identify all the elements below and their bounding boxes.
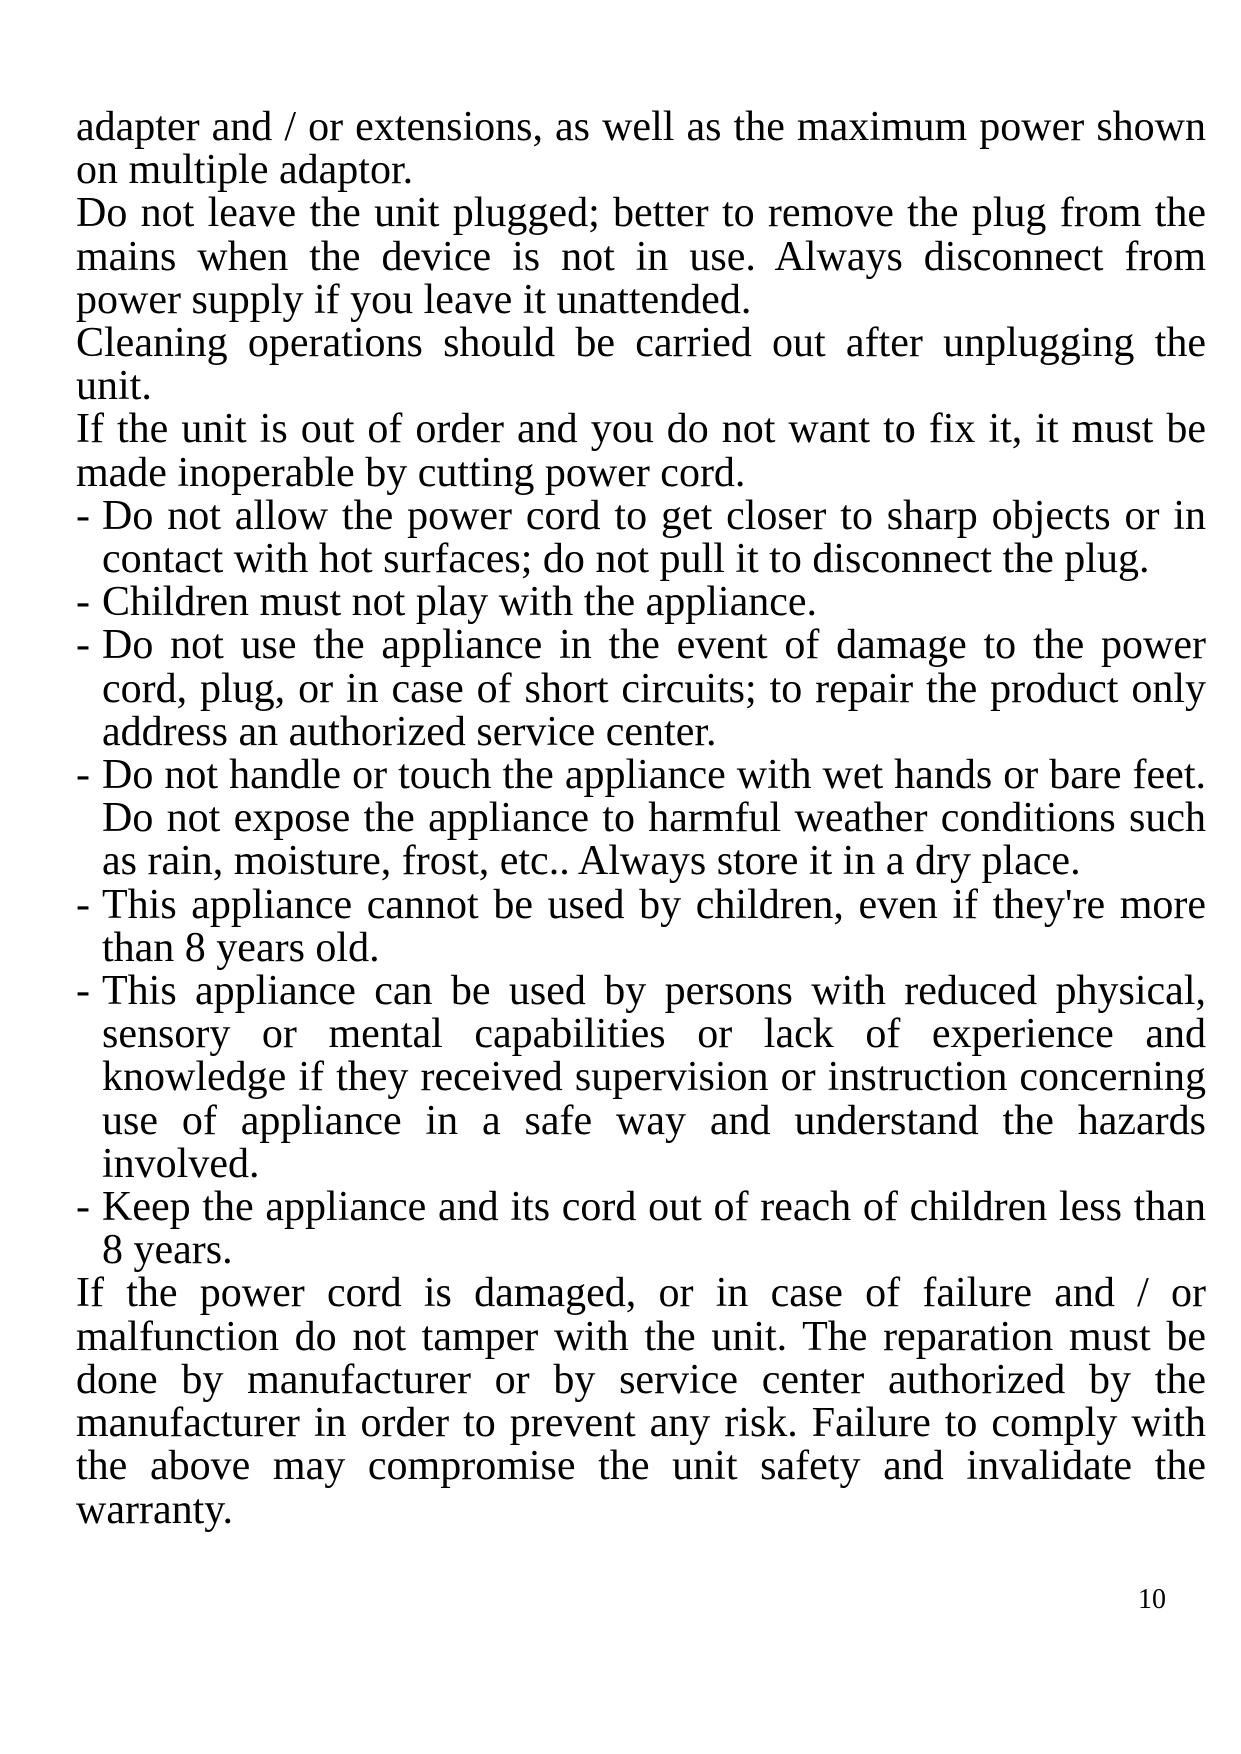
paragraph-unplug-unit: Do not leave the unit plugged; better to remove the plug from the mains when the device is not in use. Always disconnect from power supply if you leave it unattended. — [76, 190, 1206, 323]
paragraph-damaged-cord: If the power cord is damaged, or in case of failure and / or malfunction do not tamper with the unit. The reparation must be done by manufacturer or by service center authorized by the manufacturer in order to prevent any risk. Failure to comply with the above may compromise the unit safety and invalidate the warranty. — [76, 1270, 1206, 1533]
bullet-text: Do not use the appliance in the event of damage to the power cord, plug, or in case of short circuits; to repair the product only address an authorized service center. — [102, 622, 1206, 755]
bullet-text: Children must not play with the appliance. — [102, 579, 818, 626]
bullet-item-children-age — [76, 881, 1206, 971]
bullet-marker: - — [76, 579, 90, 626]
bullet-item-reduced-capabilities — [76, 970, 1206, 1186]
bullet-item-children-play — [76, 581, 1206, 624]
bullet-marker: - — [76, 622, 90, 669]
paragraph-cleaning: Cleaning operations should be carried out after unplugging the unit. — [76, 320, 1206, 410]
bullet-item-keep-out-of-reach — [76, 1186, 1206, 1272]
paragraph-adapter-power: adapter and / or extensions, as well as the maximum power shown on multiple adaptor. — [76, 104, 1206, 194]
bullet-marker: - — [76, 752, 90, 799]
bullet-item-wet-hands — [76, 754, 1206, 884]
document-page — [76, 106, 1206, 1532]
bullet-marker: - — [76, 492, 90, 539]
bullet-text: Keep the appliance and its cord out of reach of children less than 8 years. — [102, 1184, 1206, 1274]
bullet-marker: - — [76, 881, 90, 928]
bullet-text: This appliance can be used by persons with reduced physical, sensory or mental capabilities or lack of experience and knowledge if they received supervision or instruction concerning use of appliance in a safe way and understand the hazards involved. — [102, 968, 1206, 1187]
page-number: 10 — [1138, 1584, 1166, 1615]
bullet-text: Do not allow the power cord to get closer to sharp objects or in contact with hot surfaces; do not pull it to disconnect the plug. — [102, 492, 1206, 583]
bullet-item-power-cord — [76, 492, 1206, 583]
bullet-item-damage — [76, 624, 1206, 754]
bullet-marker: - — [76, 1184, 90, 1231]
bullet-text: Do not handle or touch the appliance with wet hands or bare feet. Do not expose the appliance to harmful weather conditions such as rain, moisture, frost, etc.. Always store it in a dry place. — [102, 752, 1206, 885]
bullet-text: This appliance cannot be used by children, even if they're more than 8 years old. — [102, 881, 1206, 971]
bullet-marker: - — [76, 968, 90, 1015]
paragraph-out-of-order: If the unit is out of order and you do not want to fix it, it must be made inoperable by cutting power cord. — [76, 406, 1206, 496]
